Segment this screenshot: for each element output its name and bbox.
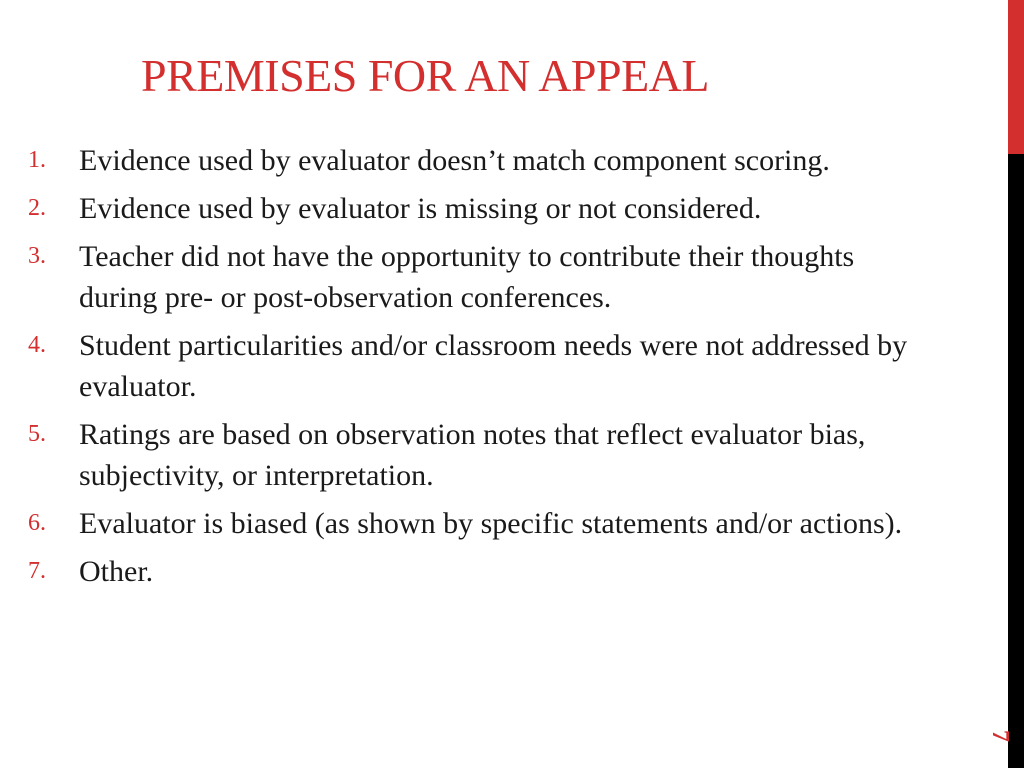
list-item-number: 6. [28,510,46,536]
side-bar-accent [1008,0,1024,154]
list-item [28,503,928,544]
slide-title: PREMISES FOR AN APPEAL [141,50,709,101]
list-item-number: 3. [28,243,46,269]
list-item-text: Evidence used by evaluator is missing or not considered. [79,192,762,225]
list-item-text: Evaluator is biased (as shown by specific statements and/or actions). [79,507,903,540]
list-item-number: 2. [28,195,46,221]
list-item-number: 7. [28,558,46,584]
list-item [28,236,928,318]
list-item-text: Teacher did not have the opportunity to contribute their thoughts during pre- or post-observation conferences. [79,240,855,314]
list-item-number: 4. [28,332,46,358]
list-item-text: Ratings are based on observation notes that reflect evaluator bias, subjectivity, or interpretation. [79,418,866,492]
list-item-text: Evidence used by evaluator doesn’t match component scoring. [79,144,830,177]
list-item [28,140,928,181]
premises-list [28,140,928,599]
list-item [28,325,928,407]
list-item-text: Student particularities and/or classroom needs were not addressed by evaluator. [79,329,908,403]
list-item [28,188,928,229]
list-item-number: 1. [28,147,46,173]
list-item [28,414,928,496]
list-item [28,551,928,592]
list-item-text: Other. [79,555,154,588]
page-number: 7 [987,730,1014,742]
list-item-number: 5. [28,421,46,447]
